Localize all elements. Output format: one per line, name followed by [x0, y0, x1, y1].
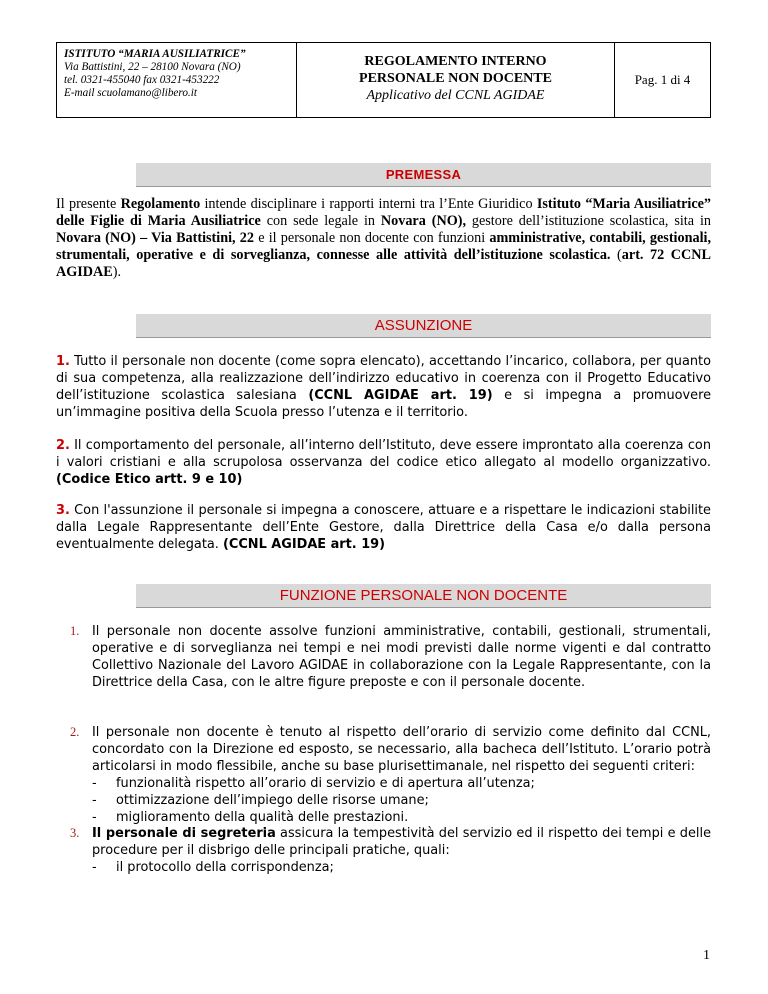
doc-subtitle: Applicativo del CCNL AGIDAE: [366, 88, 545, 103]
funzione-item-1: [70, 623, 711, 691]
header-title-block: [297, 43, 615, 117]
criteria-list: [72, 775, 711, 826]
section-heading-assunzione: ASSUNZIONE: [136, 314, 711, 338]
item-number: 1.: [70, 624, 80, 638]
document-header: [56, 42, 711, 118]
text-run: gestore dell’istituzione scolastica, sita in: [466, 213, 711, 229]
institute-email: E-mail scuolamano@libero.it: [64, 87, 197, 99]
section-heading-funzione: FUNZIONE PERSONALE NON DOCENTE: [136, 584, 711, 608]
funzione-item-2: [70, 724, 711, 826]
text-run: Tutto il personale non docente (come sopra elencato), accettando l’incarico, collabora, per quanto di sua competenza, alla realizzazione dell’indirizzo educativo in coerenza con il Progetto Educativo dell’istituzione scolastica salesiana: [56, 354, 711, 403]
assunzione-paragraph-2: [56, 437, 711, 488]
text-run: Novara (NO) – Via Battistini, 22: [56, 230, 254, 246]
item-text: Il personale non docente è tenuto al rispetto dell’orario di servizio come definito dal CCNL, concordato con la Direzione ed esposto, se necessario, alla bacheca dell’Istituto. L’orario potrà articolarsi in modo flessibile, anche su base plurisettimanale, nel rispetto dei seguenti criteri:: [92, 725, 711, 774]
text-run: (: [610, 247, 622, 263]
assunzione-paragraph-3: [56, 502, 711, 553]
reference: (CCNL AGIDAE art. 19): [222, 537, 386, 552]
text-run: amministrative, contabili, gestionali, strumentali, operative e di sorveglianza, connesse alle attività dell’istituzione scolastica.: [56, 230, 712, 263]
text-run: Istituto “Maria Ausiliatrice” delle Figlie di Maria Ausiliatrice: [56, 196, 712, 229]
reference: (Codice Etico artt. 9 e 10): [56, 472, 243, 487]
institute-name: ISTITUTO “MARIA AUSILIATRICE”: [64, 48, 246, 60]
text-run: ).: [112, 264, 122, 280]
text-run: Il presente: [56, 196, 121, 212]
doc-title-line2: PERSONALE NON DOCENTE: [359, 71, 552, 86]
text-run: Novara (NO),: [380, 213, 466, 229]
text-run: Il comportamento del personale, all’interno dell’Istituto, deve essere improntato alla coerenza con i valori cristiani e alla scrupolosa osservanza del codice etico allegato al modello organizzativo.: [56, 438, 711, 470]
item-number: 2.: [70, 725, 80, 739]
list-item: - miglioramento della qualità delle prestazioni.: [72, 809, 711, 826]
paragraph-number: 1.: [56, 354, 70, 369]
list-item: - ottimizzazione dell’impiego delle risorse umane;: [72, 792, 711, 809]
text-run: con sede legale in: [260, 213, 381, 229]
header-institute-info: [57, 43, 297, 117]
list-item: - il protocollo della corrispondenza;: [72, 859, 711, 876]
funzione-item-3: [70, 825, 711, 876]
assunzione-paragraph-1: [56, 353, 711, 421]
text-run: Con l'assunzione il personale si impegna a conoscere, attuare e a rispettare le indicazioni stabilite dalla Legale Rappresentante dell’Ente Gestore, dalla Direttrice della Casa e/o dalla persona eventualmente delegata.: [56, 503, 711, 552]
text-run: Regolamento: [120, 196, 201, 212]
paragraph-number: 2.: [56, 438, 70, 453]
reference: (CCNL AGIDAE art. 19): [308, 388, 493, 403]
page-number: 1: [703, 948, 710, 963]
premessa-paragraph: [56, 196, 711, 281]
text-run: art. 72 CCNL AGIDAE: [56, 247, 711, 280]
list-item: - funzionalità rispetto all’orario di servizio e di apertura all’utenza;: [72, 775, 711, 792]
text-run: e si impegna a promuovere un’immagine positiva della Scuola presso l’utenza e il territorio.: [56, 388, 712, 420]
section-heading-premessa: PREMESSA: [136, 163, 711, 187]
header-page-label: Pag. 1 di 4: [634, 72, 691, 87]
institute-phones: tel. 0321-455040 fax 0321-453222: [64, 74, 220, 86]
text-run: intende disciplinare i rapporti interni tra l’Ente Giuridico: [200, 196, 537, 212]
text-run: e il personale non docente con funzioni: [254, 230, 490, 246]
item-number: 3.: [70, 826, 80, 840]
item-bold-lead: Il personale di segreteria: [92, 826, 276, 841]
paragraph-number: 3.: [56, 503, 70, 518]
item-text: assicura la tempestività del servizio ed il rispetto dei tempi e delle procedure per il disbrigo delle principali pratiche, quali:: [92, 826, 711, 858]
item-text: Il personale non docente assolve funzioni amministrative, contabili, gestionali, strumentali, operative e di sorveglianza nei tempi e nei modi previsti dalle norme vigenti e dal contratto Collettivo Nazionale del Lavoro AGIDAE in collaborazione con la Legale Rappresentante, con la Direttrice della Casa, con le altre figure preposte e con il personale docente.: [92, 624, 711, 690]
institute-address: Via Battistini, 22 – 28100 Novara (NO): [64, 61, 241, 73]
doc-title-line1: REGOLAMENTO INTERNO: [364, 54, 547, 69]
pratiche-list: [72, 859, 711, 876]
